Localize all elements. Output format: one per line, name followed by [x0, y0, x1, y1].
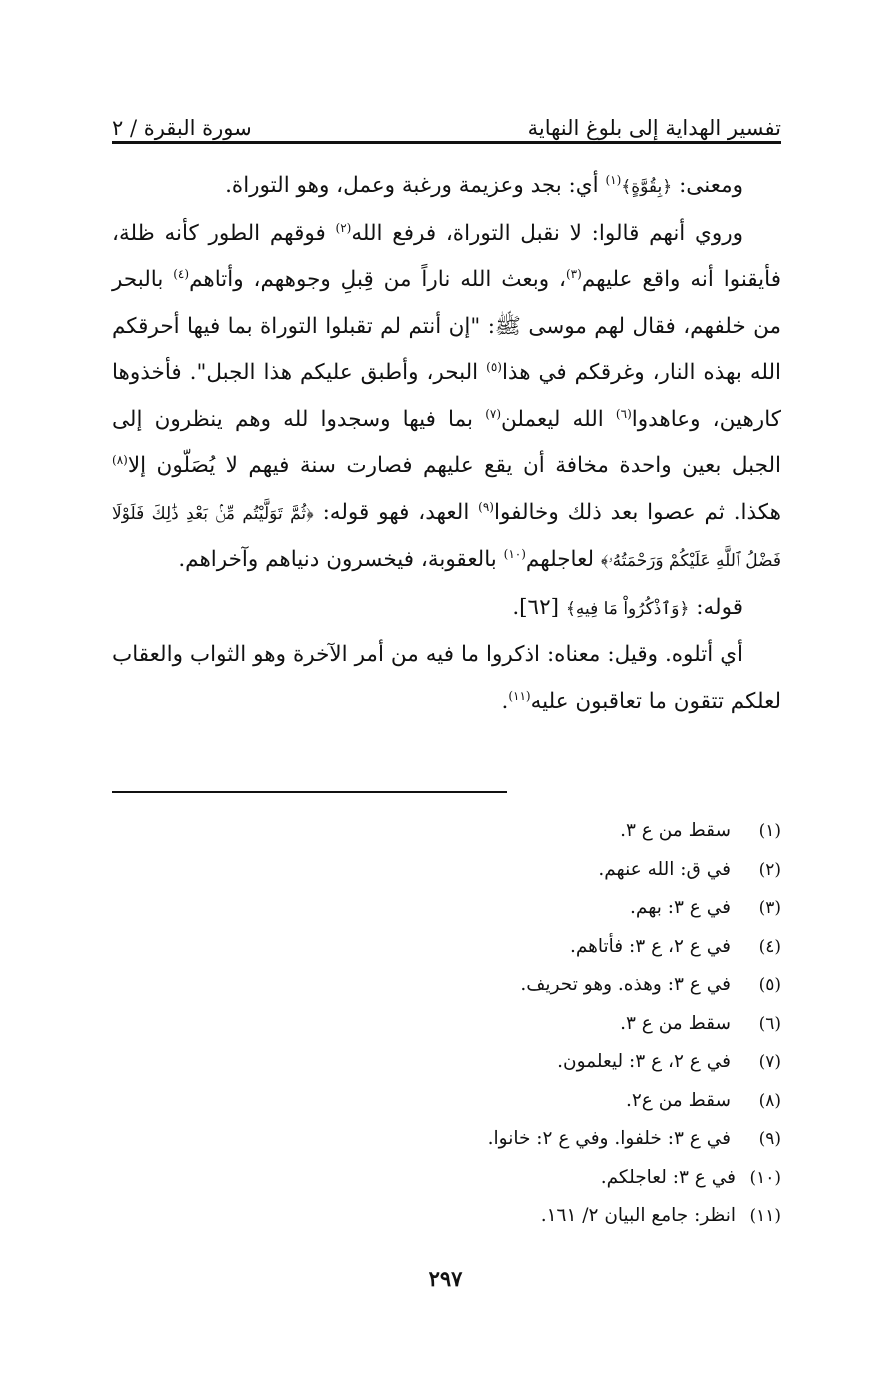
footnote-text: في ع ٣: خلفوا. وفي ع ٢: خانوا.: [487, 1128, 731, 1149]
footnote-item: [481, 1197, 781, 1236]
footnote-number: (١): [758, 821, 781, 841]
quran-quote: ﴿بِقُوَّةٍ﴾: [621, 177, 673, 197]
footnote-marker[interactable]: (٢): [335, 220, 352, 235]
footnote-number: (٣): [758, 898, 781, 918]
footnote-text: انظر: جامع البيان ٢/ ١٦١.: [540, 1205, 736, 1226]
footnote-item: [481, 928, 781, 967]
footnote-marker[interactable]: (٥): [486, 359, 502, 374]
main-text: [112, 163, 781, 725]
footnote-marker[interactable]: (٤): [173, 266, 190, 281]
text-segment: البحر، وأطبق عليكم هذا الجبل". فأخذوها كارهين، وعاهدوا: [112, 360, 781, 432]
footnote-marker[interactable]: (٩): [478, 499, 494, 514]
footnote-item: [481, 1005, 781, 1044]
verse-reference: [٦٢].: [512, 594, 560, 620]
text-segment: فوقهم الطور كأنه ظلة، فأيقنوا أنه واقع عليهم: [112, 220, 781, 292]
text-segment: هكذا. ثم عصوا بعد ذلك وخالفوا: [493, 499, 781, 525]
footnote-text: في ع ٣: وهذه. وهو تحريف.: [520, 974, 731, 995]
paragraph-narration: [112, 211, 781, 585]
footnote-item: [481, 812, 781, 851]
footnote-text: في ع ٢، ع ٣: فأتاهم.: [569, 935, 731, 957]
footnote-item: [481, 1043, 781, 1082]
footnote-marker[interactable]: (٦): [615, 406, 632, 421]
footnote-marker[interactable]: (٣): [565, 266, 582, 281]
footnote-item: [481, 1120, 781, 1159]
text-segment: وروي أنهم قالوا: لا نقبل التوراة، فرفع الله: [351, 220, 744, 246]
footnote-item: [481, 966, 781, 1005]
header-rule: [112, 141, 781, 144]
footnote-text: سقط من ع ٣.: [620, 1012, 731, 1034]
footnote-text: في ق: الله عنهم.: [598, 858, 731, 880]
footnotes-list: [481, 812, 781, 1236]
text-segment: .: [501, 688, 509, 714]
quran-quote: ﴿وَٱذْكُرُواْ مَا فِيهِ﴾: [565, 598, 690, 619]
text-segment: بالبحر من خلفهم، فقال لهم موسى ﷺ: "إن أنتم لم تقبلوا التوراة بما فيها أحرقكم الله بهذه النار، وغرقكم في هذا: [112, 267, 781, 385]
text-segment: ، وبعث الله ناراً من قِبلِ وجوههم، وأتاهم: [189, 267, 566, 292]
text-segment: قوله:: [696, 594, 743, 620]
paragraph-meaning: [112, 163, 781, 211]
footnote-item: [481, 1082, 781, 1121]
text-segment: لعاجلهم: [525, 547, 594, 572]
footnote-text: سقط من ع٢.: [625, 1089, 731, 1111]
footnote-item: [481, 1159, 781, 1198]
text-segment: أي: بجد وعزيمة ورغبة وعمل، وهو التوراة.: [225, 173, 599, 198]
quran-quote: ﴿ثُمَّ تَوَلَّيْتُم مِّنۢ بَعْدِ ذَٰلِكَ فَلَوْلَا فَضْلُ ٱللَّهِ عَلَيْكُمْ وَرَحْمَتُهُۥ﴾: [112, 503, 781, 571]
footnote-rule: [112, 791, 507, 793]
footnote-number: (٩): [758, 1129, 781, 1149]
page-number: ٢٩٧: [428, 1266, 463, 1291]
footnote-number: (٧): [758, 1052, 781, 1072]
footnote-item: [481, 889, 781, 928]
footnote-marker[interactable]: (٧): [485, 406, 502, 421]
footnote-marker[interactable]: (١): [605, 172, 622, 187]
footnote-text: في ع ٣: لعاجلكم.: [600, 1166, 736, 1188]
text-segment: بما فيها وسجدوا لله وهم ينظرون إلى الجبل بعين واحدة مخافة أن يقع عليهم فصارت سنة فيهم لا يُصَلّون إلا: [112, 406, 781, 478]
text-segment: أي أتلوه. وقيل: معناه: اذكروا ما فيه من أمر الآخرة وهو الثواب والعقاب لعلكم تتقون ما تعاقبون عليه: [112, 642, 781, 714]
footnote-text: في ع ٢، ع ٣: ليعلمون.: [557, 1051, 731, 1072]
footnote-number: (٤): [758, 936, 781, 957]
footnote-number: (٨): [758, 1090, 781, 1111]
text-segment: ومعنى:: [679, 173, 743, 198]
footnote-marker[interactable]: (١٠): [503, 546, 526, 561]
footnote-marker[interactable]: (١١): [508, 688, 531, 703]
footnote-text: سقط من ع ٣.: [620, 820, 731, 841]
paragraph-explanation: [112, 632, 781, 725]
footnote-number: (١٠): [749, 1167, 781, 1188]
paragraph-verse-heading: [112, 585, 781, 633]
footnote-number: (١١): [749, 1206, 781, 1226]
footnote-text: في ع ٣: بهم.: [630, 897, 731, 918]
text-segment: العهد، فهو قوله:: [322, 499, 470, 525]
footnote-marker[interactable]: (٨): [112, 452, 128, 467]
text-segment: بالعقوبة، فيخسرون دنياهم وآخراهم.: [178, 547, 497, 572]
surah-title: سورة البقرة / ٢: [112, 116, 252, 140]
book-title: تفسير الهداية إلى بلوغ النهاية: [527, 116, 781, 140]
running-header: [112, 100, 781, 140]
text-segment: الله ليعملن: [501, 406, 604, 432]
footnote-item: [481, 851, 781, 890]
footnote-number: (٢): [758, 859, 781, 880]
footnote-number: (٦): [758, 1013, 781, 1034]
footnote-number: (٥): [758, 975, 781, 995]
